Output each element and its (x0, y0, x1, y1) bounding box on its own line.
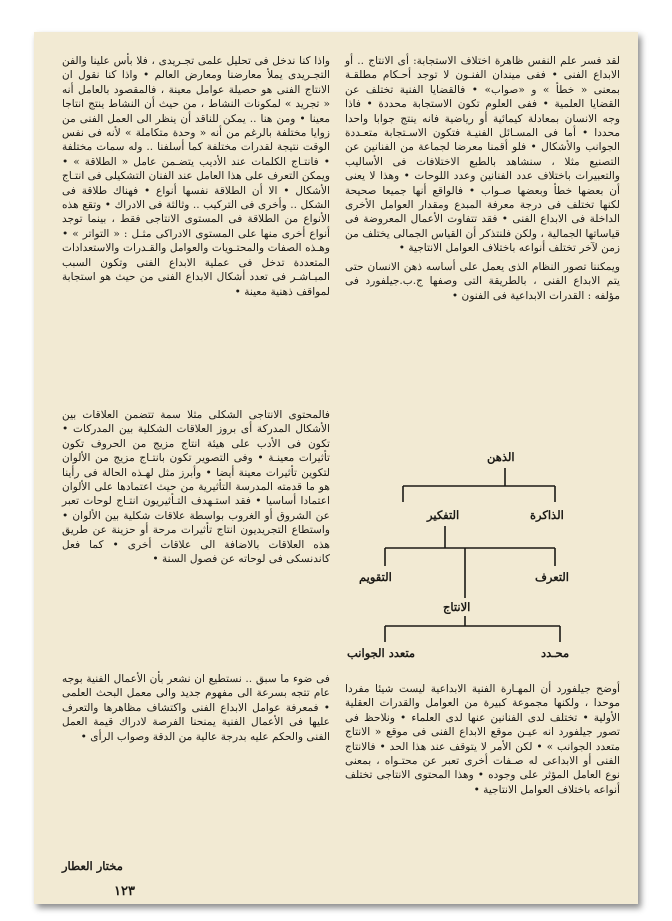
node-thinking: التفكير (427, 508, 460, 522)
node-convergent: محـدد (541, 646, 570, 660)
paragraph-formal-content: فالمحتوى الانتاجى الشكلى مثلا سمة تتضمن العلاقات بين الأشكال المدركة أى بروز العلاقات الشكلية بين المدركات • تكون فى الأدب على هيئة انتاج مزيج من الحروف تكون تأثيرات معينـة • وفى التصوير تكون بانتـاج مزيج من الألوان لتكوين تأثيرات معينة أيضا • وأبرز مثل لهـذه الحالة فى رأينا هو ما قدمته المدرسة التأثيرية من حيث اعتمادها على الألوان اعتمادا أساسيا • فقد استـهدف التـأثيريون انتـاج لوحات تعبر عن الشروق أو الغروب بواسطة علاقات شكلية بين الألوان • واستطاع التجريديون انتاج تأثيرات مرحة أو حزينة عن طريق هذه العلاقات بالاضافة الى علاقات أخرى • كما فعل كاندنسكى فى لوحاته عن فصول السنة • (62, 409, 330, 566)
node-production: الانتاج (443, 600, 471, 614)
node-mind: الذهن (487, 450, 515, 464)
paragraph-conclusion: فى ضوء ما سبق .. نستطيع ان نشعر بأن الأعمال الفنية بوجه عام تتجه بسرعة الى مفهوم جديد والى معمل البحث العلمى • فمعرفة عوامل الابداع الفنى واكتشاف مظاهرها والتعرف عليها فى الأعمال الفنية يمنحنا الفرصة لادراك قيمة العمل الفنى والحكم عليه بدرجة عالية من الدقة وصواب الرأى • (62, 673, 330, 743)
right-column-top (345, 54, 620, 303)
left-column-top (62, 54, 330, 299)
page-number: ١٢٣ (114, 884, 135, 899)
left-column-bottom (62, 672, 330, 744)
node-evaluation: التقويم (359, 570, 392, 584)
paragraph-response-variation: لقد فسر علم النفس ظاهرة اختلاف الاستجابة: أى الانتاج .. أو الابداع الفنى • ففى ميندان الفنـون لا توجد أحـكام مطلقـة بمعنى « خطأ » و «صواب» • فالقضايا الفنية تختلف عن القضايا العلمية • ففى العلوم تكون الاستجابة محددة • فاذا وجه الانسان بمعادلة كيمائية أو رياضية فانه ينتج جوابا واحدا محددا • أما فى المسـائل الفنيـة فتكون الاسـتجابة متعـددة الجوانب والأشكال • فلو أقمنا معرضا لجماعة من الفنانين عن التصنيع مثلا ، سنشاهد بالطبع الاختلافات فى الأساليب والتعبيرات باختلاف عدد الفنانين وعدد اللوحات • وهذا لا يعنى أن بعضها خطأ وبعضها صـواب • فالواقع أنها جميعا صحيحة لكنها تختلف فى درجة معرفة المبدع ومقدار العوامل الأخرى الداخلة فى الابداع الفنى • فقد تتفاوت الأعمال المعروضة فى قياساتها الجمالية ، ولكن فلنتذكر أن القياس الجمالى يختلف من زمن لآخر تختلف أنواعه باختلاف العوامل الانتاجية • (345, 55, 620, 255)
guilford-tree-diagram (345, 440, 620, 672)
paragraph-guilford-intro: ويمكننا تصور النظام الذى يعمل على أساسه ذهن الانسان حتى يتم الابداع الفنى ، بالطريقة التى وصفها ج.ب.جيلفورد فى مؤلفه : القدرات الابداعية فى الفنون • (345, 260, 620, 302)
magazine-page (34, 32, 638, 904)
left-column-middle (62, 408, 330, 566)
tree-connector-lines (345, 440, 620, 672)
node-divergent: متعدد الجوانب (347, 646, 416, 660)
node-memory: الذاكرة (530, 508, 564, 522)
right-column-bottom (345, 682, 620, 797)
paragraph-guilford-explanation: أوضح جيلفورد أن المهـارة الفنية الابداعية ليست شيئا مفردا موحدا ، ولكنها مجموعة كبيرة من العوامل والقدرات العقلية الأولية • تختلف لدى الفنانين عنها لدى العلماء • ونلاحظ فى تصور جيلفورد انه عيـن موقع الابداع الفنى فى موقع « الانتاج متعدد الجوانب » • لكن الأمر لا يتوقف عند هذا الحد • فالانتاج الفنى أو الابداعى له صـفات أخرى تعبر عن محتـواه ، بمعنى نوع العامل المؤثر على وجوده • وهذا المحتوى الانتاجى تختلف أنواعه باختلاف العوامل الانتاجية • (345, 683, 621, 796)
author-signature: مختار العطار (62, 859, 123, 873)
node-recognition: التعرف (535, 570, 569, 584)
paragraph-abstract-analysis: واذا كنا ندخل فى تحليل علمى تجـريدى ، فلا بأس علينا والفن التجـريدى يملأ معارضنا ومعارض العالم • واذا كنا نقول ان الانتاج الفنى هو حصيلة عوامل معينة ، فالمقصود بالعامل أنه « تجريد » لمكونات النشاط ، من حيث أن النشاط ينتج انتاجا معينا • ومن هنا .. يمكن للناقد أن ينظر الى العمل الفنى من زوايا مختلفة بالرغم من أنه « وحدة متكاملة » لأنه فى نفس الوقت نتيجة لقدرات مختلفة كما أسلفنا .. وله سمات مختلفة • فانتـاج الكلمات عند الأديب يتضـمن عامل « الطلاقة » • ويمكن التعرف على هذا العامل عند الفنان التشكيلى فى انتـاج الأشكال • الا أن الطلاقة نفسها أنواع • فهناك طلاقة فى الشكل .. وأخرى فى التركيب .. وثالثة فى الادراك • وتقع هذه الأنواع من الطلاقة فى المستوى الانتاجى فقط ، بينما توجد أنواع أخرى منها على المستوى الادراكى مثـل : « التواتر » • وهـذه الصفات والمحتـويات والعوامل والقـدرات والاستعدادات المتعددة تدخل فى عملية الابداع الفنى وتكون السبب المبـاشـر فى تعدد أشكال الابداع الفنى من حيث هو استجابة لمواقف ذهنية معينة • (62, 55, 330, 298)
